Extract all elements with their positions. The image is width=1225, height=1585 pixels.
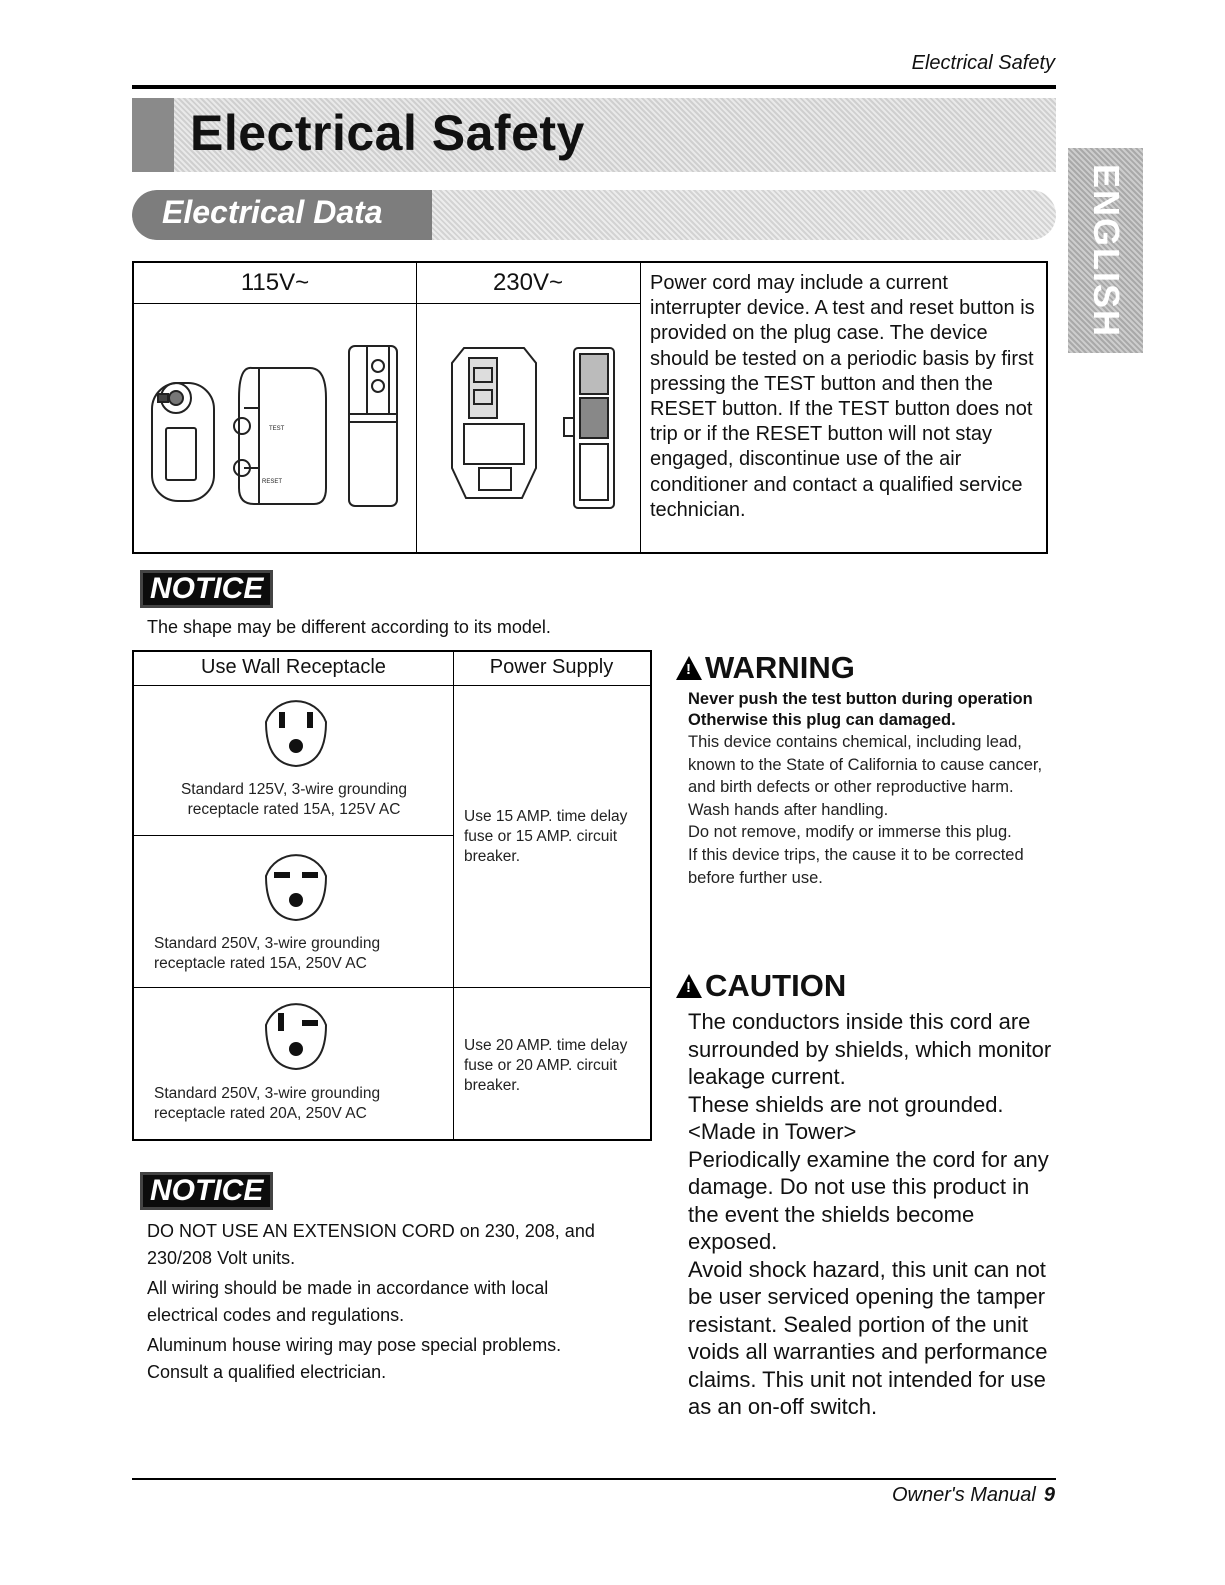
caution-triangle-icon [676, 974, 702, 998]
page-title: Electrical Safety [190, 105, 585, 161]
footer-label: Owner's Manual [891, 1484, 1036, 1506]
warning-body-line: This device contains chemical, including lead, known to the State of California to cause cancer, and birth defects or other reproductive harm. [688, 733, 1043, 797]
notice-line: Aluminum house wiring may pose special problems. Consult a qualified electrician. [147, 1335, 562, 1382]
language-tab-label: ENGLISH [1085, 163, 1127, 338]
voltage-header-230: 230V~ [492, 269, 564, 296]
warning-body-line: Wash hands after handling. [688, 800, 889, 819]
bottom-rule [132, 1478, 1056, 1480]
page-number: 9 [1043, 1484, 1055, 1506]
title-accent-block [132, 98, 174, 172]
table-divider [134, 987, 650, 988]
warning-body-line: Do not remove, modify or immerse this plug. [688, 823, 1012, 842]
voltage-table [132, 261, 1048, 554]
notice-line: All wiring should be made in accordance with local electrical codes and regulations. [147, 1278, 549, 1325]
caution-heading [676, 968, 846, 1004]
title-banner [132, 98, 1056, 172]
table-divider [640, 263, 641, 552]
table-divider [453, 652, 454, 1139]
receptacle-250v-20a-label: Standard 250V, 3-wire grounding receptacle rated 20A, 250V AC [154, 1085, 381, 1122]
warning-heading [676, 650, 855, 686]
plug-115v-illustration [144, 318, 412, 538]
warning-triangle-icon [676, 656, 702, 680]
power-supply-15a: Use 15 AMP. time delay fuse or 15 AMP. circuit breaker. [464, 808, 628, 865]
notice-badge: NOTICE [140, 1172, 273, 1210]
top-rule [132, 85, 1056, 89]
warning-content [688, 689, 1048, 889]
power-supply-20a: Use 20 AMP. time delay fuse or 20 AMP. circuit breaker. [464, 1037, 628, 1094]
caution-line: <Made in Tower> [688, 1119, 857, 1144]
receptacle-table [132, 650, 652, 1141]
table-divider [134, 685, 650, 686]
plug-230v-illustration [424, 318, 634, 538]
notice-shape-text: The shape may be different according to its model. [147, 617, 551, 637]
caution-line: The conductors inside this cord are surrounded by shields, which monitor leakage current. [688, 1009, 1052, 1089]
warning-bold-line: Otherwise this plug can damaged. [688, 711, 956, 729]
caution-title: CAUTION [705, 968, 847, 1003]
notice-badge: NOTICE [140, 570, 273, 608]
section-title: Electrical Data [162, 194, 383, 230]
receptacle-header: Use Wall Receptacle [201, 656, 386, 678]
section-banner [132, 190, 1056, 240]
power-supply-header: Power Supply [489, 656, 614, 678]
voltage-header-115: 115V~ [240, 269, 310, 296]
warning-body-line: If this device trips, the cause it to be corrected before further use. [688, 845, 1024, 887]
svg-text:RESET: RESET [262, 479, 283, 485]
receptacle-250v-15a-label: Standard 250V, 3-wire grounding receptacle rated 15A, 250V AC [154, 935, 381, 972]
caution-content [688, 1008, 1058, 1421]
receptacle-125v-15a-label: Standard 125V, 3-wire grounding receptacle rated 15A, 125V AC [180, 781, 408, 818]
cord-interrupter-note: Power cord may include a current interrupter device. A test and reset button is provided on the plug case. The device should be tested on a periodic basis by first pressing the TEST button and then the RESET button. If the TEST button does not trip or if the RESET button will not stay engaged, discontinue use of the air conditioner and contact a qualified service technician. [650, 272, 1035, 521]
svg-text:TEST: TEST [269, 426, 285, 432]
caution-line: These shields are not grounded. [688, 1091, 1004, 1117]
table-divider [134, 835, 453, 836]
warning-title: WARNING [705, 650, 855, 685]
notice-wiring-list [147, 1218, 597, 1386]
receptacle-250v-20a-icon [256, 995, 336, 1075]
receptacle-125v-15a-icon [256, 692, 336, 772]
caution-line: Periodically examine the cord for any damage. Do not use this product in the event the shields become exposed. [688, 1146, 1049, 1254]
table-divider [416, 263, 417, 552]
table-divider [134, 303, 640, 304]
page-footer [820, 1484, 1055, 1507]
running-header: Electrical Safety [911, 52, 1055, 74]
language-tab [1068, 148, 1143, 353]
receptacle-250v-15a-icon [256, 846, 336, 926]
warning-bold-line: Never push the test button during operation [688, 690, 1033, 708]
notice-line: DO NOT USE AN EXTENSION CORD on 230, 208, and 230/208 Volt units. [147, 1221, 595, 1268]
caution-line: Avoid shock hazard, this unit can not be user serviced opening the tamper resistant. Sealed portion of the unit voids all warranties and performance claims. This unit not intended for use as an on-off switch. [688, 1256, 1048, 1419]
